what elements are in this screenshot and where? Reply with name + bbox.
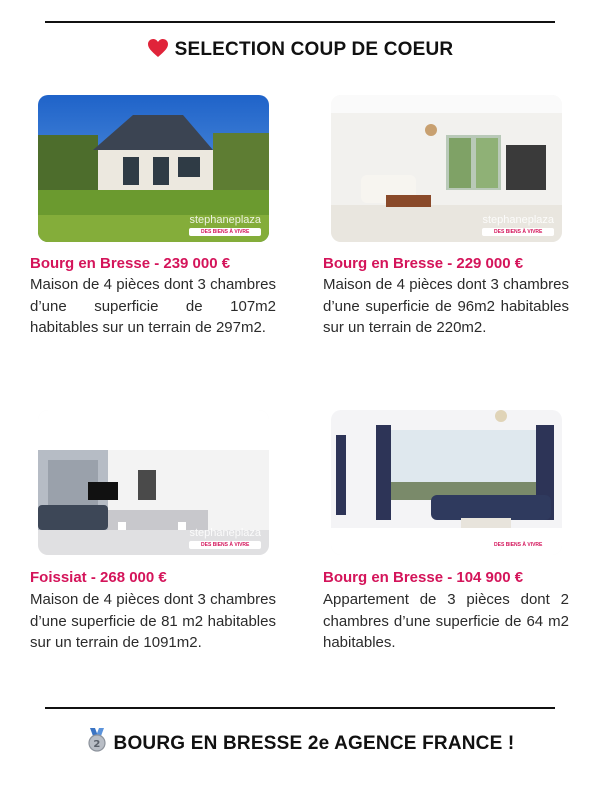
listing-description: Maison de 4 pièces dont 3 chambres d’une superficie de 107m2 habitables sur un terrain de 297m2. — [30, 276, 276, 337]
listing-price: Bourg en Bresse - 229 000 € — [323, 255, 524, 272]
section-heading-text: SELECTION COUP DE COEUR — [174, 39, 454, 60]
section-heading — [0, 38, 600, 64]
watermark: stephaneplaza DES BIENS À VIVRE — [482, 527, 554, 548]
listing-description: Appartement de 3 pièces dont 2 chambres d’une superficie de 64 m2 habitables. — [323, 591, 569, 652]
heart-icon — [147, 38, 169, 64]
top-divider — [45, 21, 555, 23]
watermark: stephaneplaza DES BIENS À VIVRE — [189, 527, 261, 548]
listing-description: Maison de 4 pièces dont 3 chambres d’une superficie de 96m2 habitables sur un terrain de 220m2. — [323, 276, 569, 337]
svg-text:2: 2 — [92, 739, 101, 750]
listing-photo-living-room[interactable] — [331, 95, 562, 242]
listing-photo-dining-living[interactable] — [38, 410, 269, 555]
footer-heading — [0, 728, 600, 758]
listing-price: Foissiat - 268 000 € — [30, 569, 167, 586]
listing-price: Bourg en Bresse - 239 000 € — [30, 255, 231, 272]
listing-description: Maison de 4 pièces dont 3 chambres d’une superficie de 81 m2 habitables sur un terrain de 1091m2. — [30, 591, 276, 652]
listing-photo-apartment-living[interactable] — [331, 410, 562, 555]
watermark: stephaneplaza DES BIENS À VIVRE — [189, 214, 261, 235]
bottom-divider — [45, 707, 555, 709]
footer-heading-text: BOURG EN BRESSE 2e AGENCE FRANCE ! — [113, 733, 515, 754]
listing-photo-house-garden[interactable] — [38, 95, 269, 242]
listing-price: Bourg en Bresse - 104 900 € — [323, 569, 524, 586]
second-place-medal-icon — [86, 728, 108, 758]
watermark: stephaneplaza DES BIENS À VIVRE — [482, 214, 554, 235]
